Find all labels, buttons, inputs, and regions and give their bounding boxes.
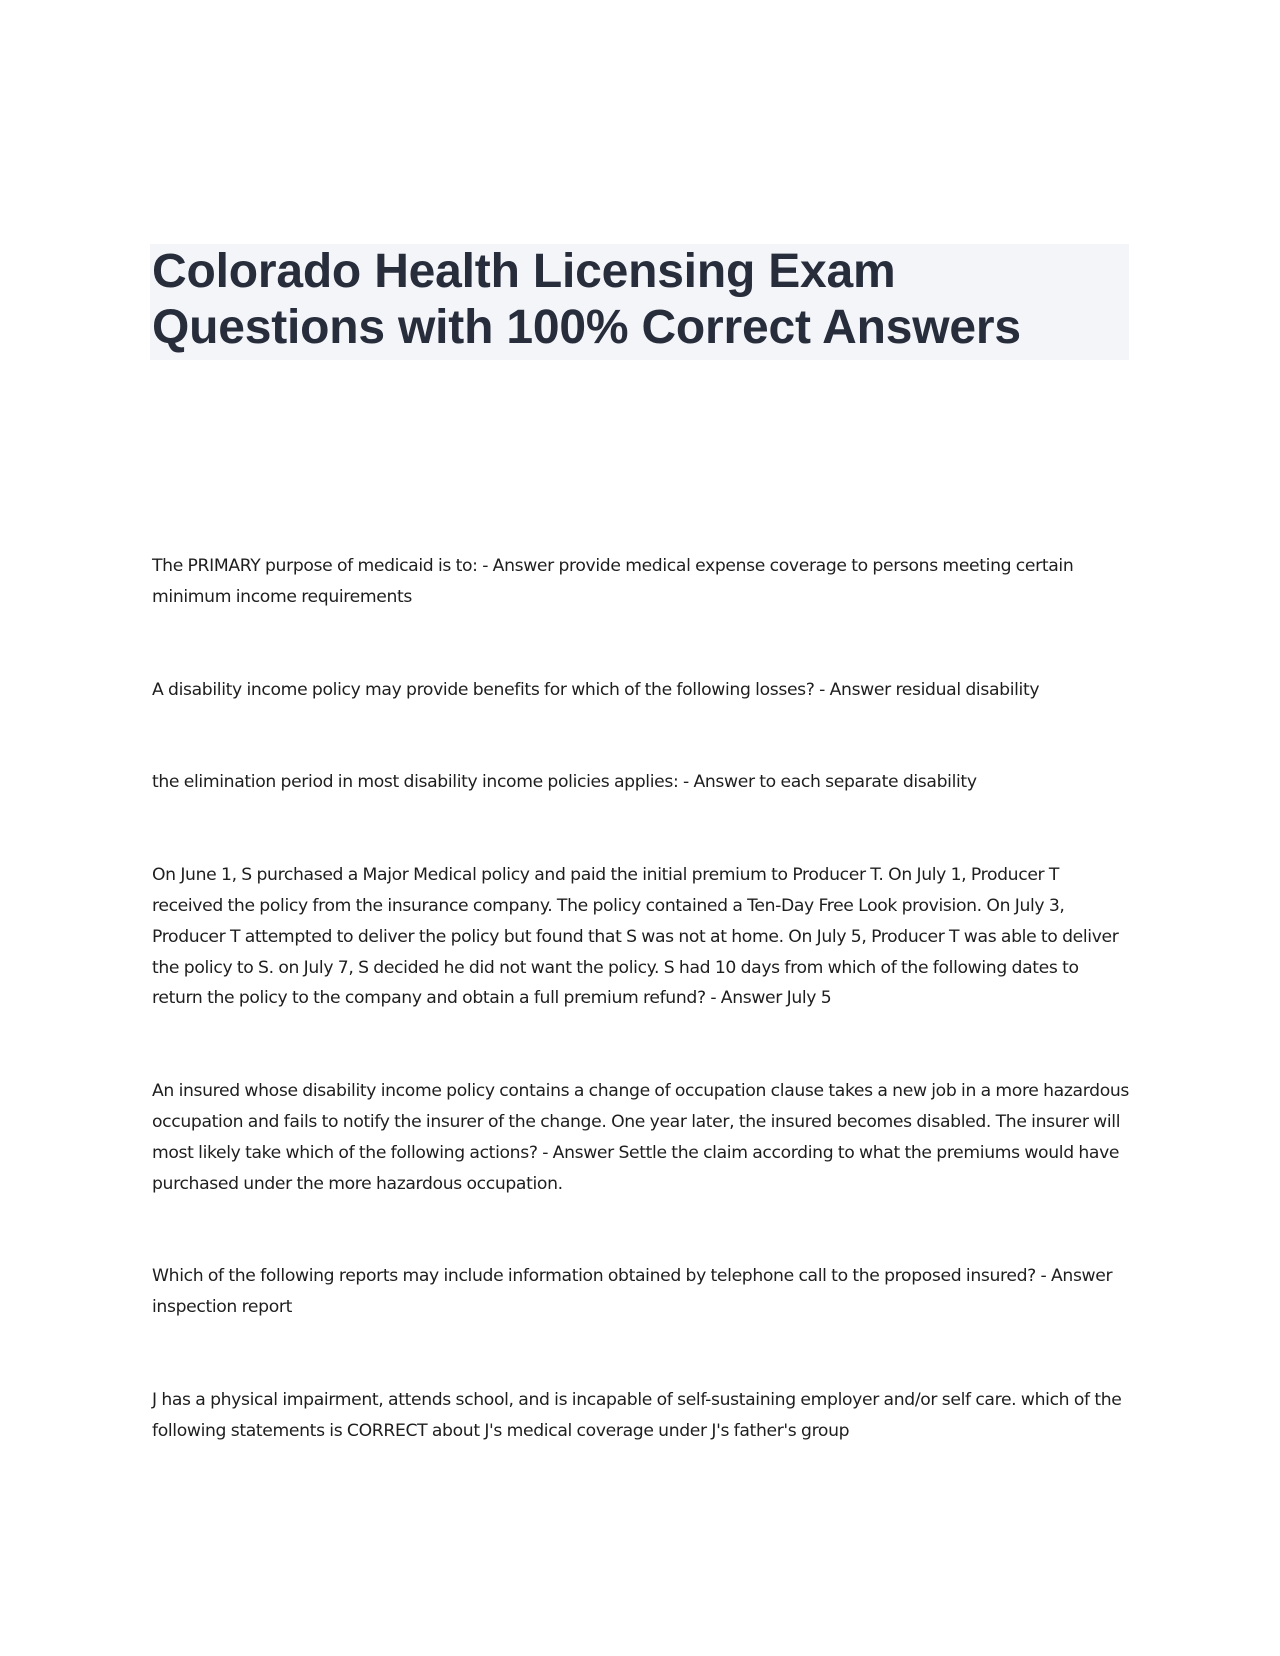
qa-item-inspection-report: Which of the following reports may include information obtained by telephone call to the proposed insured? - Answer inspection report bbox=[152, 1266, 1113, 1318]
qa-item-medicaid-purpose: The PRIMARY purpose of medicaid is to: - Answer provide medical expense coverage to persons meeting certain minimum income requirements bbox=[152, 556, 1074, 607]
qa-list bbox=[152, 551, 1132, 1509]
qa-item-change-of-occupation: An insured whose disability income policy contains a change of occupation clause takes a new job in a more hazardous occupation and fails to notify the insurer of the change. One year later, the insured becomes disabled. The insurer will most likely take which of the following actions? - Answer Settle the claim according to what the premiums would have purchased under the more hazardous occupation. bbox=[152, 1081, 1130, 1194]
title-banner bbox=[150, 244, 1129, 360]
qa-item-disability-losses: A disability income policy may provide benefits for which of the following losses? - Answer residual disability bbox=[152, 679, 1040, 700]
title-line-1: Colorado Health Licensing Exam bbox=[152, 245, 896, 298]
title-line-2: Questions with 100% Correct Answers bbox=[152, 301, 1021, 354]
qa-item-free-look: On June 1, S purchased a Major Medical policy and paid the initial premium to Producer T. On July 1, Producer T received the policy from the insurance company. The policy contained a Ten-Day Free Look provision. On July 3, Producer T attempted to deliver the policy but found that S was not at home. On July 5, Producer T was able to deliver the policy to S. on July 7, S decided he did not want the policy. S had 10 days from which of the following dates to return the policy to the company and obtain a full premium refund? - Answer July 5 bbox=[152, 865, 1119, 1009]
qa-item-elimination-period: the elimination period in most disability income policies applies: - Answer to each separate disability bbox=[152, 772, 977, 793]
qa-item-dependent-coverage: J has a physical impairment, attends school, and is incapable of self-sustaining employer and/or self care. which of the following statements is CORRECT about J's medical coverage under J's father's group bbox=[152, 1389, 1122, 1441]
document-title bbox=[150, 244, 1129, 356]
